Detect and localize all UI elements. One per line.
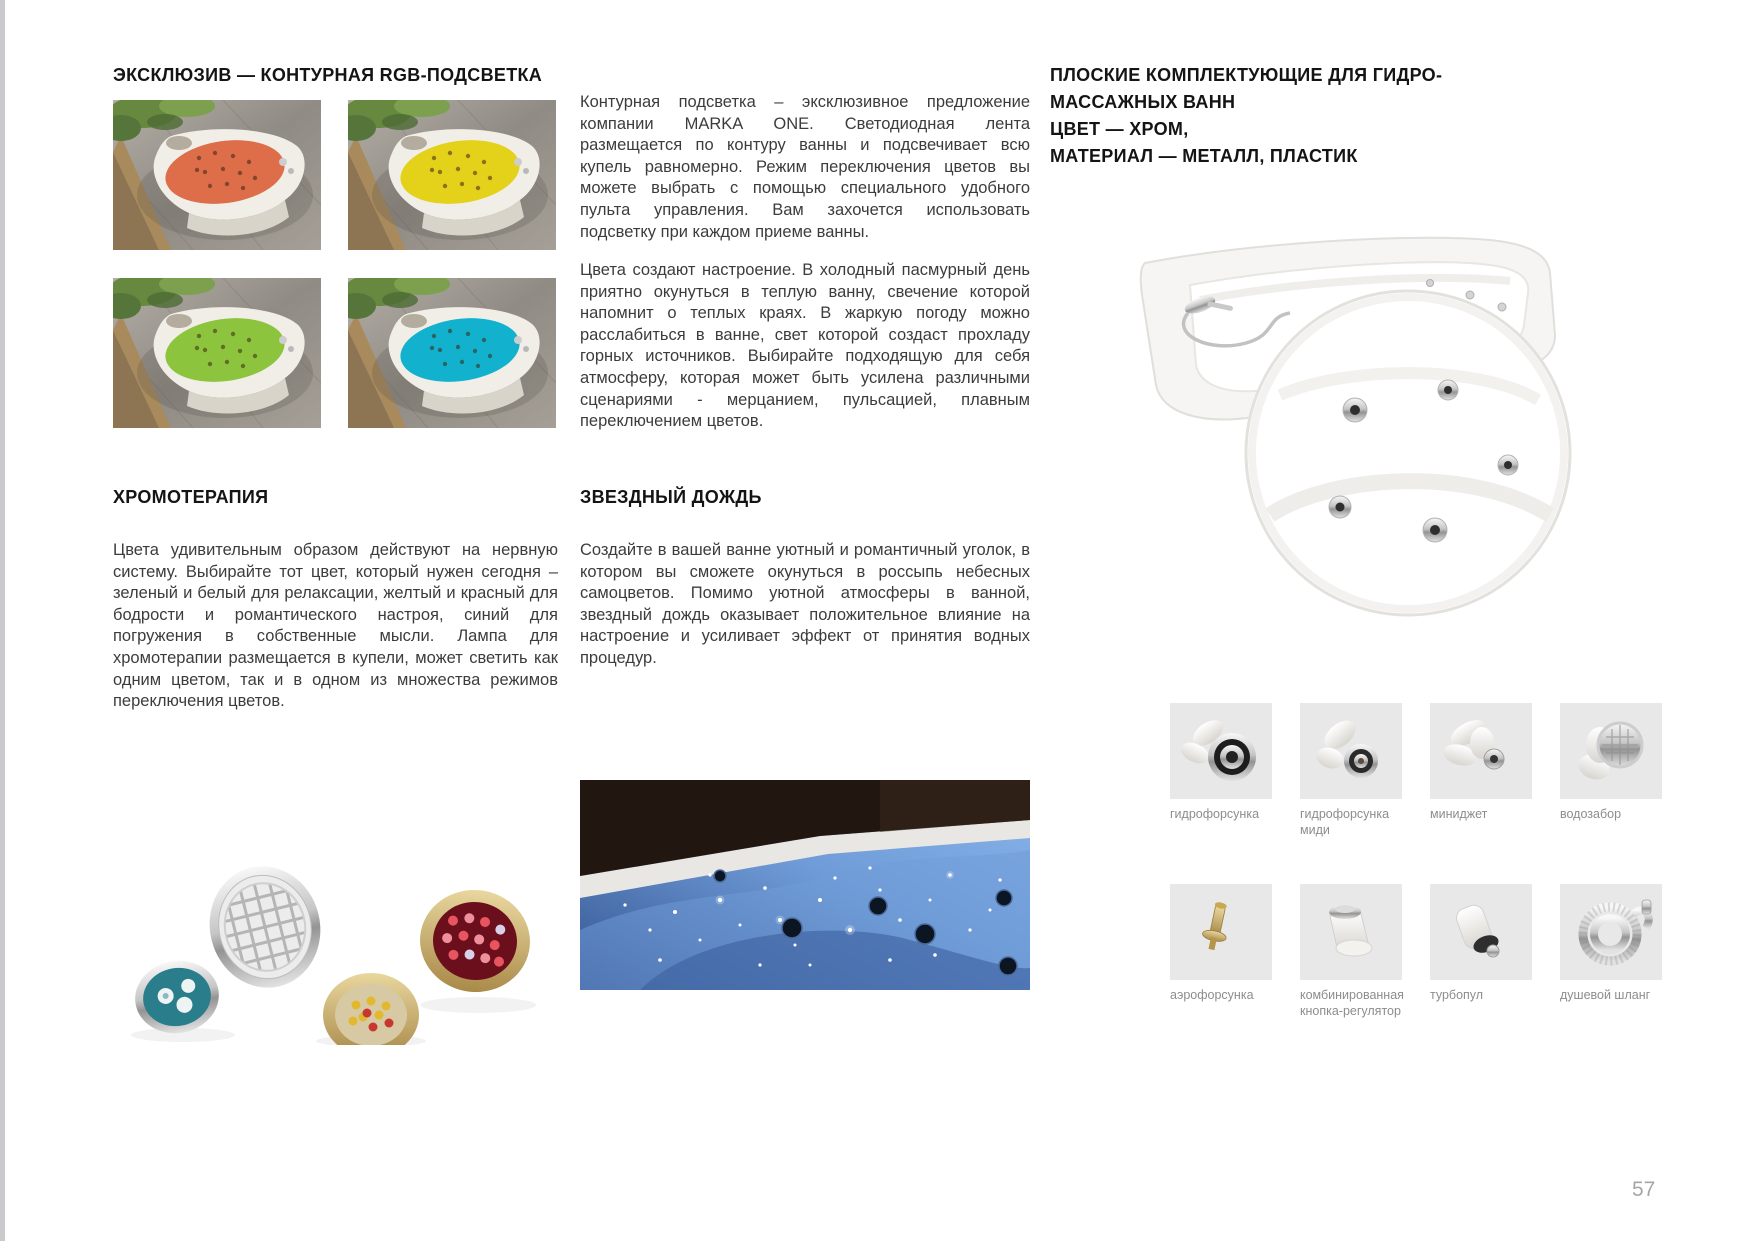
component-label: душевой шланг: [1560, 988, 1651, 1002]
chromotherapy-paragraph: Цвета удивительным образом действуют на нервную систему. Выбирайте тот цвет, который нужен сегодня – зеленый и белый для релаксации, желтый и красный для бодрости и романтического настроя, синий для погружения в собственные мысли. Лампа для хромотерапии размещается в купели, может светить как одним цветом, так и в одном из множества режимов переключения цветов.: [113, 541, 558, 711]
component-image-shower-hose: [1560, 884, 1662, 980]
rgb-section-heading: ЭКСКЛЮЗИВ — КОНТУРНАЯ RGB-ПОДСВЕТКА: [113, 65, 543, 85]
component-image-hydrojet: [1170, 703, 1272, 799]
components-heading-line-1: ПЛОСКИЕ КОМПЛЕКТУЮЩИЕ ДЛЯ ГИДРО-: [1050, 65, 1443, 85]
rgb-bathtub-image-green: [113, 278, 321, 428]
component-image-hydrojet-midi: [1300, 703, 1402, 799]
component-image-aerojet: [1170, 884, 1272, 980]
chrome-mesh-lamp: [197, 855, 333, 1000]
component-label: гидрофорсунка: [1170, 807, 1260, 821]
rgb-bathtub-image-orange: [113, 100, 321, 250]
rgb-paragraph-2: Цвета создают настроение. В холодный пасмурный день приятно окунуться в теплую ванну, свечение которой напомнит о теплых краях. В жаркую погоду можно расслабиться в ванне, свет которой создаст прохладу горных источников. Выбирайте подходящую для себя атмосферу, которая может быть усилена различными сценариями - мерцанием, пульсацией, плавным переключением цветов.: [580, 261, 1030, 431]
component-image-turbopool: [1430, 884, 1532, 980]
component-image-water-intake: [1560, 703, 1662, 799]
components-heading: [1050, 62, 1620, 170]
components-heading-line-2: МАССАЖНЫХ ВАНН: [1050, 92, 1236, 112]
gold-led-lamp: [323, 973, 419, 1045]
chromotherapy-lamps-image: [113, 845, 560, 1045]
component-label: аэрофорсунка: [1170, 988, 1254, 1002]
component-label: гидрофорсунка миди: [1300, 807, 1390, 837]
components-heading-line-3: ЦВЕТ — ХРОМ,: [1050, 119, 1189, 139]
component-label: миниджет: [1430, 807, 1488, 821]
red-led-lamp: [415, 885, 535, 998]
rgb-paragraph-1: Контурная подсветка – эксклюзивное предложение компании MARKA ONE. Светодиодная лента размещается по контуру ванны и подсвечивает всю купель равномерно. Режим переключения цветов вы можете выбрать с помощью специального удобного пульта управления. Вам захочется использовать подсветку при каждом приеме ванны.: [580, 93, 1030, 241]
component-image-combined-control-button: [1300, 884, 1402, 980]
component-label: водозабор: [1560, 807, 1622, 821]
chromotherapy-heading: ХРОМОТЕРАПИЯ: [113, 487, 269, 507]
component-image-minijet: [1430, 703, 1532, 799]
star-rain-paragraph: Создайте в вашей ванне уютный и романтичный уголок, в котором вы сможете окунуться в россыпь небесных самоцветов. Помимо уютной атмосферы в ванной, звездный дождь оказывает положительное влияние на настроение и усиливает эффект от принятия водных процедур.: [580, 541, 1030, 667]
rgb-bathtub-image-yellow: [348, 100, 556, 250]
magnifier-detail-circle: [1246, 291, 1570, 615]
rgb-bathtub-image-cyan: [348, 278, 556, 428]
components-heading-line-4: МАТЕРИАЛ — МЕТАЛЛ, ПЛАСТИК: [1050, 146, 1358, 166]
component-label: турбопул: [1430, 988, 1484, 1002]
page-number: 57: [1632, 1178, 1656, 1201]
star-rain-bathtub-image: [580, 780, 1030, 990]
star-rain-heading: ЗВЕЗДНЫЙ ДОЖДЬ: [580, 487, 762, 507]
component-label: комбинированная кнопка-регулятор: [1300, 988, 1404, 1018]
whirlpool-bathtub-image: [1050, 185, 1660, 625]
teal-control-lamp: [129, 954, 224, 1039]
page-spine-edge: [0, 0, 5, 1241]
